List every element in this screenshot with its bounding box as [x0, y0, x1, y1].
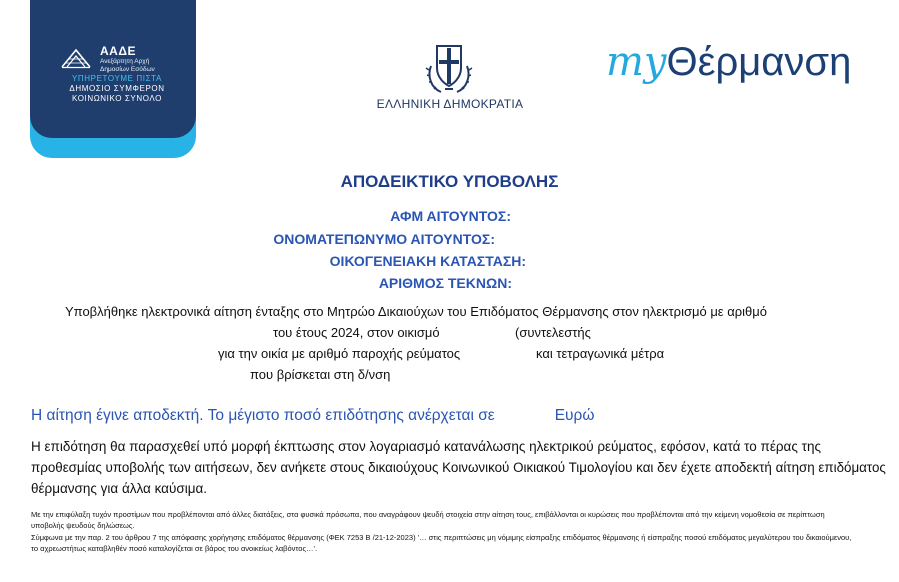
- aade-motto: [52, 74, 182, 104]
- footnote-line3: Σύμφωνα με την παρ. 2 του άρθρου 7 της απόφασης χορήγησης επιδόματος θέρμανσης (ΦΕΚ 7253 Β /21-12-2023) '… στις περιπτώσεις μη νόμιμης είσπραξης επιδόματος θέρμανσης ή είσπραξης ποσού επιδόματος μεγαλύτερου του δικαιούμενου,: [31, 533, 852, 542]
- acceptance-heading: [31, 407, 594, 425]
- aade-motto-line1: ΥΠΗΡΕΤΟΥΜΕ ΠΙΣΤΑ: [71, 74, 162, 83]
- footnote-line4: το αχρεωστήτως καταβληθέν ποσό καταλογίζεται σε βάρος του ανοικείως λαβόντος…'.: [31, 544, 318, 553]
- fullname-label: ΟΝΟΜΑΤΕΠΩΝΥΜΟ ΑΙΤΟΥΝΤΟΣ:: [273, 231, 495, 247]
- footnote-line2: υποβολής ψευδούς δηλώσεως.: [31, 521, 135, 530]
- aade-logo: [30, 0, 200, 158]
- aade-name: ΑΑΔΕ: [100, 44, 136, 58]
- aade-motto-line2: ΔΗΜΟΣΙΟ ΣΥΜΦΕΡΟΝ: [69, 84, 165, 93]
- aade-mark-icon: [60, 47, 92, 69]
- footnote-line1: Με την επιφύλαξη τυχόν προστίμων που προβλέπονται από άλλες διατάξεις, στα φυσικά πρόσωπα, που αναγράφουν ψευδή στοιχεία στην αίτηση τους, επιβάλλονται οι κυρώσεις που προβλέπονται από την κείμενη νομοθεσία σε περίπτωση: [31, 510, 825, 519]
- my-thermansi-logo: [606, 36, 851, 87]
- greek-republic-label: ΕΛΛΗΝΙΚΗ ΔΗΜΟΚΡΑΤΙΑ: [376, 97, 524, 111]
- acceptance-text: Η αίτηση έγινε αποδεκτή. Το μέγιστο ποσό επιδότησης ανέρχεται σε: [31, 407, 495, 424]
- paragraph-line1: Η επιδότηση θα παρασχεθεί υπό μορφή έκπτωσης στον λογαριασμό κατανάλωσης ηλεκτρικού ρεύματος, εφόσον, κατά το πέρας της: [31, 439, 821, 454]
- aade-subtitle-line2: Δημοσίων Εσόδων: [100, 66, 155, 73]
- paragraph-line3: θέρμανσης για άλλα καύσιμα.: [31, 481, 208, 496]
- submission-line2b: (συντελεστής: [515, 325, 591, 340]
- currency-label: Ευρώ: [554, 407, 595, 424]
- submission-line3a: για την οικία με αριθμό παροχής ρεύματος: [218, 346, 461, 361]
- afm-label: ΑΦΜ ΑΙΤΟΥΝΤΟΣ:: [390, 208, 511, 224]
- aade-logo-panel: [30, 0, 196, 138]
- submission-line1: Υποβλήθηκε ηλεκτρονικά αίτηση ένταξης στο Μητρώο Δικαιούχων του Επιδόματος Θέρμανσης στον ηλεκτρισμό με αριθμό: [65, 304, 767, 319]
- aade-motto-line3: ΚΟΙΝΩΝΙΚΟ ΣΥΝΟΛΟ: [72, 94, 162, 103]
- submission-line3b: και τετραγωνικά μέτρα: [536, 346, 665, 361]
- logo-prefix: my: [606, 39, 667, 85]
- greek-emblem-icon: [423, 40, 475, 96]
- submission-line4: που βρίσκεται στη δ/νση: [250, 367, 391, 382]
- page-title: ΑΠΟΔΕΙΚΤΙΚΟ ΥΠΟΒΟΛΗΣ: [340, 172, 559, 191]
- submission-line2a: του έτους 2024, στον οικισμό: [273, 325, 440, 340]
- family-status-label: ΟΙΚΟΓΕΝΕΙΑΚΗ ΚΑΤΑΣΤΑΣΗ:: [329, 253, 526, 269]
- logo-name: Θέρμανση: [666, 40, 852, 84]
- aade-subtitle: [100, 58, 180, 74]
- subsidy-paragraph: [31, 436, 886, 499]
- paragraph-line2: προθεσμίας υποβολής των αιτήσεων, δεν ανήκετε στους δικαιούχους Κοινωνικού Οικιακού Τιμολογίου και δεν έχετε αποδεκτή αίτηση επιδόματος: [31, 460, 886, 475]
- aade-subtitle-line1: Ανεξάρτητη Αρχή: [100, 58, 150, 65]
- children-label: ΑΡΙΘΜΟΣ ΤΕΚΝΩΝ:: [378, 275, 512, 291]
